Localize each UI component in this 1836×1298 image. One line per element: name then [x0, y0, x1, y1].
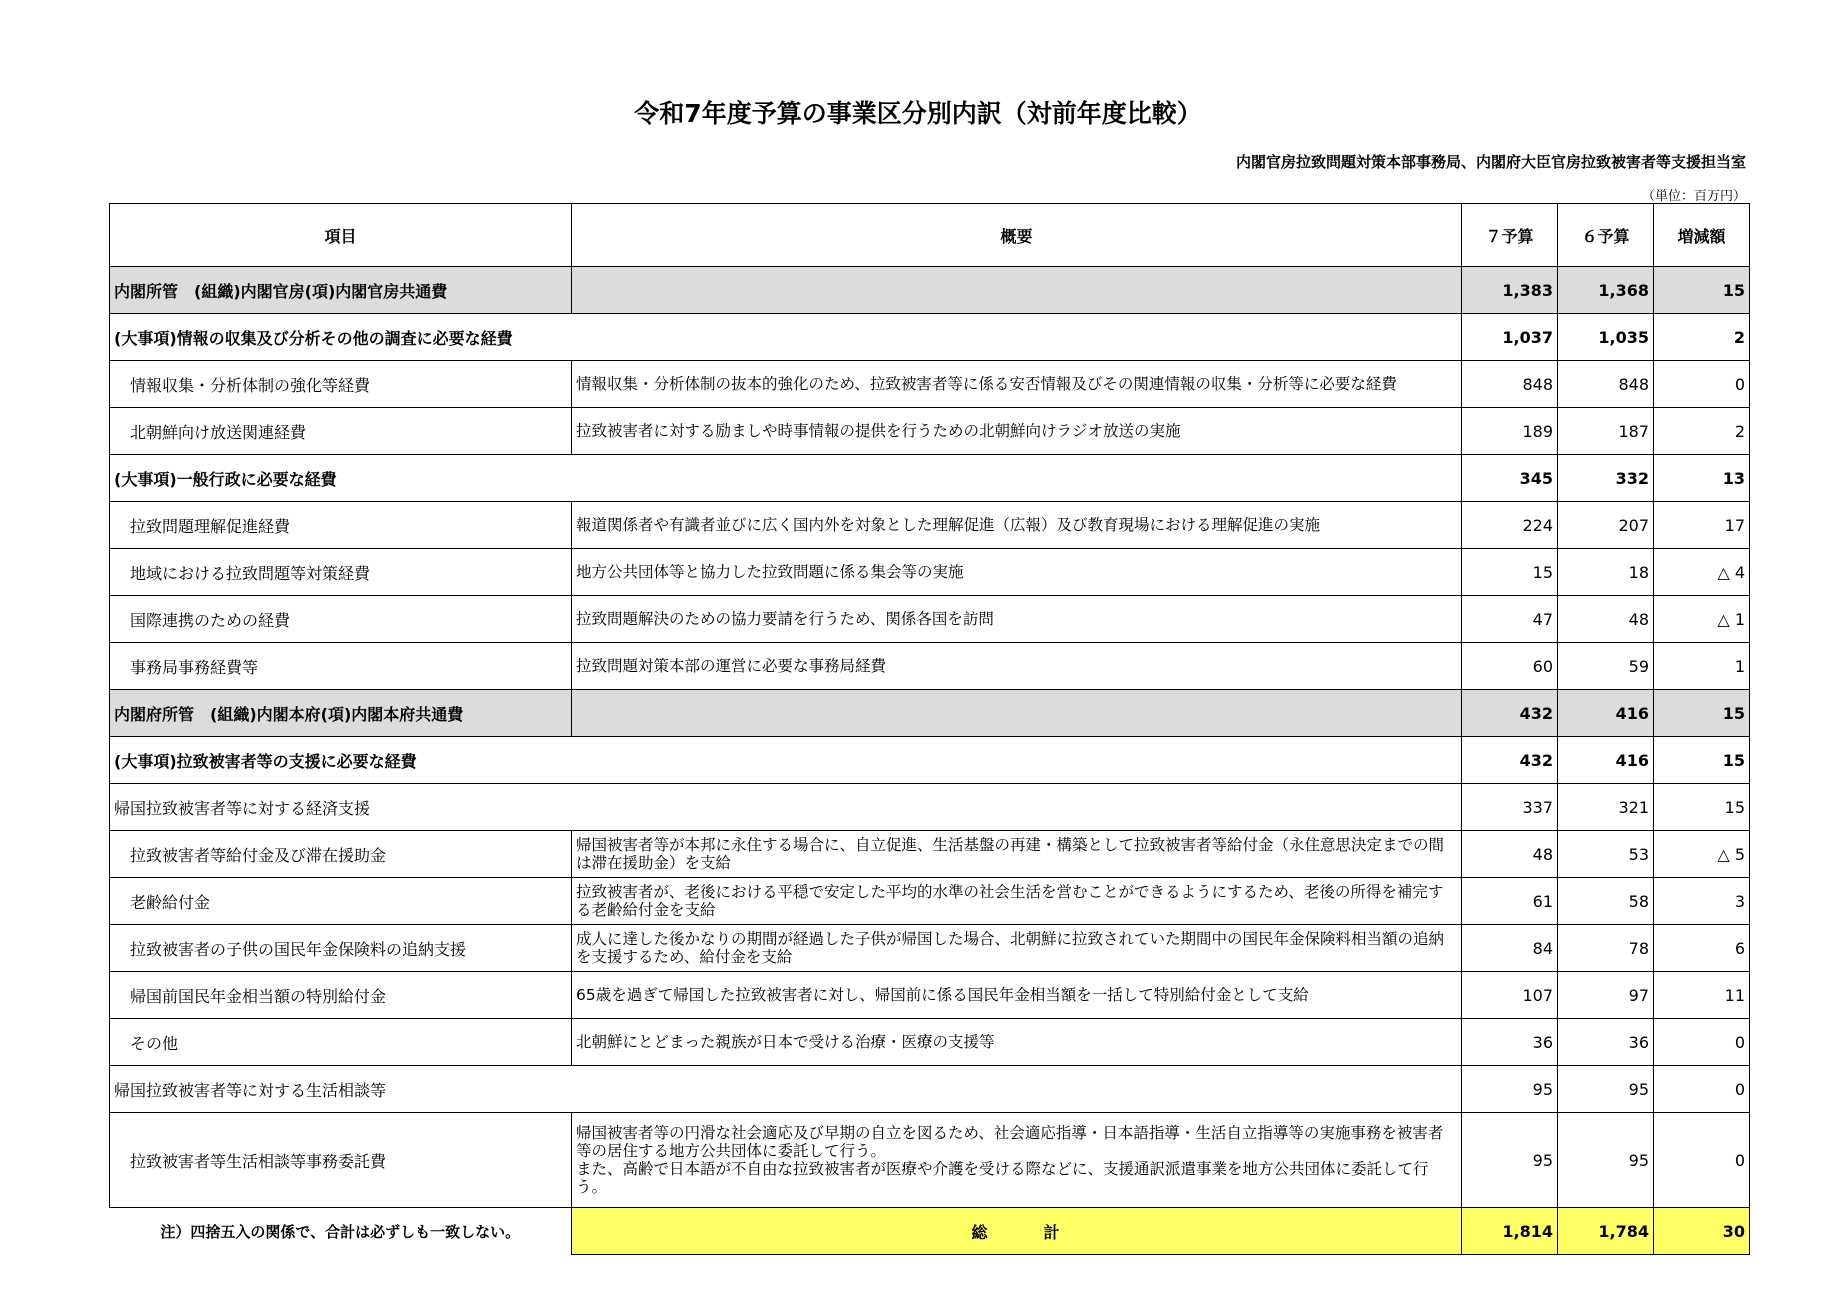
row-r6: 321 — [1558, 784, 1654, 831]
table-row — [110, 643, 1750, 690]
row-diff: 2 — [1654, 314, 1750, 361]
page-title: 令和7年度予算の事業区分別内訳（対前年度比較） — [634, 99, 1202, 128]
row-summary: 地方公共団体等と協力した拉致問題に係る集会等の実施 — [572, 549, 1462, 596]
row-item: 北朝鮮向け放送関連経費 — [110, 408, 572, 455]
row-r6: 416 — [1558, 737, 1654, 784]
table-row — [110, 690, 1750, 737]
row-item: (大事項)拉致被害者等の支援に必要な経費 — [110, 737, 1462, 784]
row-summary: 拉致被害者が、老後における平穏で安定した平均的水準の社会生活を営むことができるようにするため、老後の所得を補完する老齢給付金を支給 — [572, 878, 1462, 925]
row-r6: 416 — [1558, 690, 1654, 737]
row-r7: 224 — [1462, 502, 1558, 549]
row-r7: 1,383 — [1462, 267, 1558, 314]
row-r6: 187 — [1558, 408, 1654, 455]
table-row — [110, 972, 1750, 1019]
budget-table — [109, 203, 1750, 1255]
total-r7: 1,814 — [1462, 1208, 1558, 1255]
row-r7: 1,037 — [1462, 314, 1558, 361]
table-row — [110, 314, 1750, 361]
unit-label: （単位：百万円） — [1641, 189, 1746, 204]
table-row — [110, 267, 1750, 314]
row-r6: 18 — [1558, 549, 1654, 596]
row-r7: 432 — [1462, 690, 1558, 737]
row-r7: 848 — [1462, 361, 1558, 408]
row-r6: 332 — [1558, 455, 1654, 502]
row-r6: 848 — [1558, 361, 1654, 408]
row-item: 帰国前国民年金相当額の特別給付金 — [110, 972, 572, 1019]
row-summary: 情報収集・分析体制の抜本的強化のため、拉致被害者等に係る安否情報及びその関連情報の収集・分析等に必要な経費 — [572, 361, 1462, 408]
table-header-row — [110, 204, 1750, 267]
row-item: 内閣府所管 (組織)内閣本府(項)内閣本府共通費 — [110, 690, 572, 737]
row-r6: 36 — [1558, 1019, 1654, 1066]
row-diff: 3 — [1654, 878, 1750, 925]
row-r6: 97 — [1558, 972, 1654, 1019]
table-row — [110, 361, 1750, 408]
header-r6: ６予算 — [1558, 204, 1654, 267]
total-diff: 30 — [1654, 1208, 1750, 1255]
row-summary: 拉致問題対策本部の運営に必要な事務局経費 — [572, 643, 1462, 690]
row-diff: 13 — [1654, 455, 1750, 502]
row-r7: 95 — [1462, 1066, 1558, 1113]
row-diff: 6 — [1654, 925, 1750, 972]
row-diff: 0 — [1654, 361, 1750, 408]
row-r6: 95 — [1558, 1113, 1654, 1208]
row-summary: 成人に達した後かなりの期間が経過した子供が帰国した場合、北朝鮮に拉致されていた期間中の国民年金保険料相当額の追納を支援するため、給付金を支給 — [572, 925, 1462, 972]
row-summary: 北朝鮮にとどまった親族が日本で受ける治療・医療の支援等 — [572, 1019, 1462, 1066]
row-item: 事務局事務経費等 — [110, 643, 572, 690]
row-r7: 189 — [1462, 408, 1558, 455]
table-row — [110, 408, 1750, 455]
row-item: 老齢給付金 — [110, 878, 572, 925]
table-row — [110, 831, 1750, 878]
table-row — [110, 1019, 1750, 1066]
row-summary: 65歳を過ぎて帰国した拉致被害者に対し、帰国前に係る国民年金相当額を一括して特別給付金として支給 — [572, 972, 1462, 1019]
row-diff: 0 — [1654, 1066, 1750, 1113]
row-r7: 15 — [1462, 549, 1558, 596]
row-r6: 207 — [1558, 502, 1654, 549]
row-r6: 78 — [1558, 925, 1654, 972]
row-diff: 15 — [1654, 690, 1750, 737]
header-item: 項目 — [110, 204, 572, 267]
row-item: 国際連携のための経費 — [110, 596, 572, 643]
row-r6: 95 — [1558, 1066, 1654, 1113]
row-diff: △ 5 — [1654, 831, 1750, 878]
header-summary: 概要 — [572, 204, 1462, 267]
header-r7: ７予算 — [1462, 204, 1558, 267]
row-item: 情報収集・分析体制の強化等経費 — [110, 361, 572, 408]
row-item: 帰国拉致被害者等に対する生活相談等 — [110, 1066, 1462, 1113]
row-r6: 1,368 — [1558, 267, 1654, 314]
row-item: 帰国拉致被害者等に対する経済支援 — [110, 784, 1462, 831]
table-row — [110, 784, 1750, 831]
table-row — [110, 737, 1750, 784]
department-name: 内閣官房拉致問題対策本部事務局、内閣府大臣官房拉致被害者等支援担当室 — [1235, 153, 1746, 171]
table-row — [110, 925, 1750, 972]
row-r7: 337 — [1462, 784, 1558, 831]
total-r6: 1,784 — [1558, 1208, 1654, 1255]
row-r6: 1,035 — [1558, 314, 1654, 361]
row-r7: 107 — [1462, 972, 1558, 1019]
row-r6: 59 — [1558, 643, 1654, 690]
row-diff: 0 — [1654, 1019, 1750, 1066]
row-diff: 2 — [1654, 408, 1750, 455]
table-row — [110, 549, 1750, 596]
row-diff: △ 1 — [1654, 596, 1750, 643]
row-diff: 1 — [1654, 643, 1750, 690]
row-r6: 53 — [1558, 831, 1654, 878]
row-r7: 61 — [1462, 878, 1558, 925]
row-r7: 345 — [1462, 455, 1558, 502]
row-item: 拉致被害者の子供の国民年金保険料の追納支援 — [110, 925, 572, 972]
row-r7: 84 — [1462, 925, 1558, 972]
row-summary: 報道関係者や有識者並びに広く国内外を対象とした理解促進（広報）及び教育現場における理解促進の実施 — [572, 502, 1462, 549]
row-diff: 11 — [1654, 972, 1750, 1019]
table-row — [110, 455, 1750, 502]
row-item: 地域における拉致問題等対策経費 — [110, 549, 572, 596]
row-diff: 0 — [1654, 1113, 1750, 1208]
row-summary: 帰国被害者等の円滑な社会適応及び早期の自立を図るため、社会適応指導・日本語指導・生活自立指導等の実施事務を被害者等の居住する地方公共団体に委託して行う。 また、高齢で日本語が不自由な拉致被害者が医療や介護を受ける際などに、支援通訳派遣事業を地方公共団体に委託して行う。 — [572, 1113, 1462, 1208]
row-summary-empty — [572, 690, 1462, 737]
table-row — [110, 502, 1750, 549]
row-item: その他 — [110, 1019, 572, 1066]
table-row — [110, 1066, 1750, 1113]
row-diff: 17 — [1654, 502, 1750, 549]
row-item: 内閣所管 (組織)内閣官房(項)内閣官房共通費 — [110, 267, 572, 314]
row-summary: 拉致問題解決のための協力要請を行うため、関係各国を訪問 — [572, 596, 1462, 643]
row-summary: 拉致被害者に対する励ましや時事情報の提供を行うための北朝鮮向けラジオ放送の実施 — [572, 408, 1462, 455]
total-label: 総 計 — [572, 1208, 1462, 1255]
row-r7: 60 — [1462, 643, 1558, 690]
table-row — [110, 596, 1750, 643]
total-note: 注）四捨五入の関係で、合計は必ずしも一致しない。 — [160, 1222, 521, 1241]
row-item: 拉致問題理解促進経費 — [110, 502, 572, 549]
row-r6: 58 — [1558, 878, 1654, 925]
row-diff: 15 — [1654, 737, 1750, 784]
row-r7: 432 — [1462, 737, 1558, 784]
table-row — [110, 1113, 1750, 1208]
row-r7: 47 — [1462, 596, 1558, 643]
row-summary: 帰国被害者等が本邦に永住する場合に、自立促進、生活基盤の再建・構築として拉致被害者等給付金（永住意思決定までの間は滞在援助金）を支給 — [572, 831, 1462, 878]
row-item: 拉致被害者等生活相談等事務委託費 — [110, 1113, 572, 1208]
table-row — [110, 878, 1750, 925]
row-r7: 48 — [1462, 831, 1558, 878]
row-diff: △ 4 — [1654, 549, 1750, 596]
row-diff: 15 — [1654, 784, 1750, 831]
row-summary-empty — [572, 267, 1462, 314]
row-r7: 95 — [1462, 1113, 1558, 1208]
header-diff: 増減額 — [1654, 204, 1750, 267]
row-diff: 15 — [1654, 267, 1750, 314]
row-item: (大事項)一般行政に必要な経費 — [110, 455, 1462, 502]
row-item: (大事項)情報の収集及び分析その他の調査に必要な経費 — [110, 314, 1462, 361]
total-row — [110, 1208, 1750, 1255]
row-item: 拉致被害者等給付金及び滞在援助金 — [110, 831, 572, 878]
row-r7: 36 — [1462, 1019, 1558, 1066]
row-r6: 48 — [1558, 596, 1654, 643]
